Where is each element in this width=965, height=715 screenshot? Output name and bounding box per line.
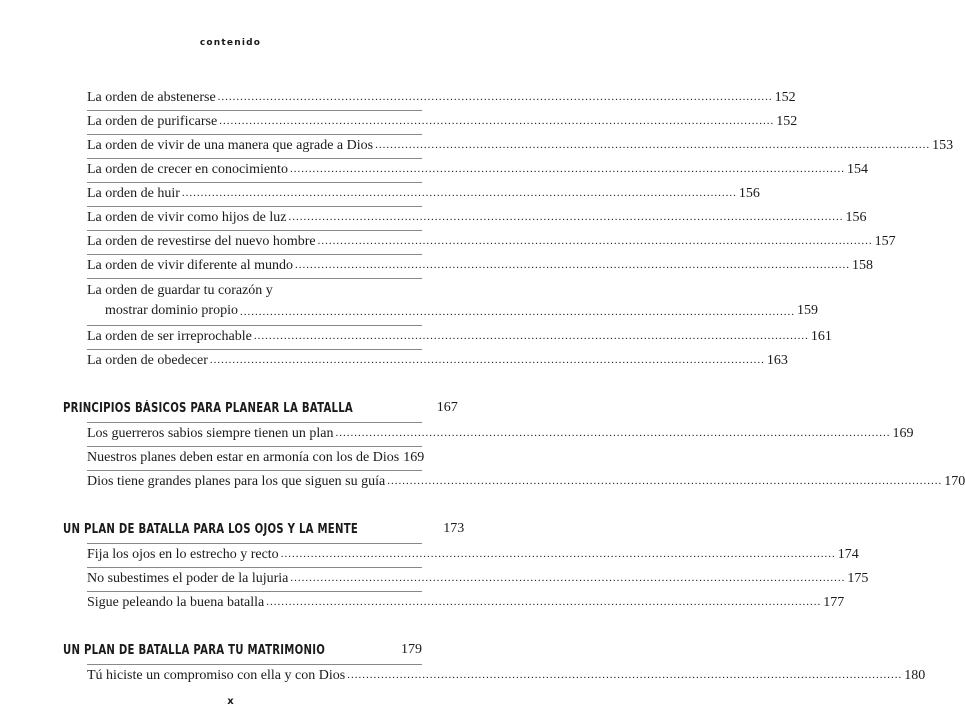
leader-dots	[290, 573, 845, 584]
toc-entry-title: Dios tiene grandes planes para los que siguen su guía	[87, 474, 386, 489]
toc-entry-title: La orden de vivir diferente al mundo	[87, 258, 294, 273]
toc-entry-page: 161	[810, 329, 832, 344]
toc-entry-page: 180	[904, 668, 926, 683]
divider	[87, 422, 422, 423]
divider	[87, 230, 422, 231]
toc-entry-page: 154	[846, 162, 868, 177]
toc-entry-page: 157	[874, 234, 896, 249]
toc-entry[interactable]	[87, 594, 845, 611]
toc-entry-title: La orden de abstenerse	[87, 90, 216, 105]
toc-entry-title: Tú hiciste un compromiso con ella y con Dios	[87, 668, 346, 683]
toc-entry[interactable]	[87, 449, 425, 466]
toc-entry[interactable]	[87, 328, 832, 345]
toc-entry-title: No subestimes el poder de la lujuria	[87, 571, 289, 586]
toc-entry-page: 153	[932, 138, 954, 153]
divider	[87, 664, 422, 665]
toc-entry-page: 156	[738, 186, 760, 201]
toc-entry[interactable]	[87, 425, 914, 442]
toc-entry-title-line2: mostrar dominio propio	[105, 303, 238, 318]
leader-dots	[387, 476, 942, 487]
toc-entry[interactable]	[87, 281, 818, 321]
leader-dots	[266, 597, 821, 608]
toc-entry-title-line1: La orden de guardar tu corazón y	[87, 283, 273, 298]
toc-entry-page: 170	[944, 474, 965, 489]
leader-dots	[336, 428, 891, 439]
toc-entry-title: Los guerreros sabios siempre tienen un plan	[87, 426, 334, 441]
section-page: 167	[436, 400, 458, 415]
divider	[87, 182, 422, 183]
toc-entry-page: 152	[776, 114, 798, 129]
divider	[87, 158, 422, 159]
toc-entry-title: La orden de ser irreprochable	[87, 329, 252, 344]
toc-section-heading[interactable]	[63, 521, 465, 537]
divider	[87, 206, 422, 207]
toc-entry-title: La orden de purificarse	[87, 114, 218, 129]
running-head: contenido	[199, 38, 262, 48]
toc-entry-page: 152	[774, 90, 796, 105]
toc-entry-page: 158	[852, 258, 874, 273]
leader-dots	[290, 164, 845, 175]
divider	[87, 110, 422, 111]
leader-dots	[240, 307, 795, 318]
section-title: UN PLAN DE BATALLA PARA TU MATRIMONIO	[63, 643, 326, 658]
toc-entry[interactable]	[87, 185, 760, 202]
leader-dots	[182, 188, 737, 199]
toc-entry-page: 163	[766, 353, 788, 368]
divider	[87, 349, 422, 350]
toc-entry-page: 169	[892, 426, 914, 441]
toc-entry[interactable]	[87, 570, 869, 587]
toc-entry-page: 159	[797, 303, 818, 318]
toc-entry[interactable]	[87, 161, 868, 178]
leader-dots	[210, 355, 765, 366]
leader-dots	[281, 549, 836, 560]
divider	[87, 134, 422, 135]
section-page: 179	[401, 642, 422, 657]
leader-dots	[347, 670, 902, 681]
section-title: PRINCIPIOS BÁSICOS PARA PLANEAR LA BATALLA	[63, 401, 354, 416]
toc-entry[interactable]	[87, 209, 867, 226]
divider	[87, 254, 422, 255]
toc-entry[interactable]	[87, 546, 859, 563]
toc-entry-title: La orden de crecer en conocimiento	[87, 162, 288, 177]
toc-entry-title: La orden de revestirse del nuevo hombre	[87, 234, 316, 249]
toc-entry-title: Fija los ojos en lo estrecho y recto	[87, 547, 279, 562]
toc-entry[interactable]	[87, 473, 965, 490]
toc-entry[interactable]	[87, 113, 798, 130]
leader-dots	[218, 92, 773, 103]
toc-entry-page: 174	[837, 547, 859, 562]
leader-dots	[295, 260, 850, 271]
toc-section-heading[interactable]	[63, 642, 422, 658]
divider	[87, 278, 422, 279]
toc-entry-title: La orden de vivir como hijos de luz	[87, 210, 287, 225]
section-title: UN PLAN DE BATALLA PARA LOS OJOS Y LA MENTE	[63, 522, 359, 537]
page-number: x	[227, 696, 234, 707]
divider	[87, 567, 422, 568]
section-page: 173	[443, 521, 465, 536]
leader-dots	[219, 116, 774, 127]
toc-entry-title: La orden de obedecer	[87, 353, 208, 368]
toc-entry-page: 175	[847, 571, 869, 586]
leader-dots	[375, 140, 930, 151]
leader-dots	[318, 236, 873, 247]
toc-entry[interactable]	[87, 89, 796, 106]
toc-entry-title: Nuestros planes deben estar en armonía con los de Dios	[87, 450, 400, 465]
divider	[87, 470, 422, 471]
toc-entry[interactable]	[87, 352, 788, 369]
toc-entry-title: La orden de vivir de una manera que agrade a Dios	[87, 138, 374, 153]
divider	[87, 543, 422, 544]
toc-entry-title: La orden de huir	[87, 186, 180, 201]
divider	[87, 446, 422, 447]
toc-entry-page: 177	[823, 595, 845, 610]
toc-entry[interactable]	[87, 137, 954, 154]
toc-entry-title: Sigue peleando la buena batalla	[87, 595, 265, 610]
divider	[87, 325, 422, 326]
divider	[87, 591, 422, 592]
toc-section-heading[interactable]	[63, 400, 458, 416]
toc-entry[interactable]	[87, 233, 896, 250]
toc-entry[interactable]	[87, 667, 926, 684]
toc-entry-page: 156	[845, 210, 867, 225]
toc-entry[interactable]	[87, 257, 874, 274]
leader-dots	[254, 331, 809, 342]
toc-entry-page: 169	[403, 450, 425, 465]
leader-dots	[288, 212, 843, 223]
